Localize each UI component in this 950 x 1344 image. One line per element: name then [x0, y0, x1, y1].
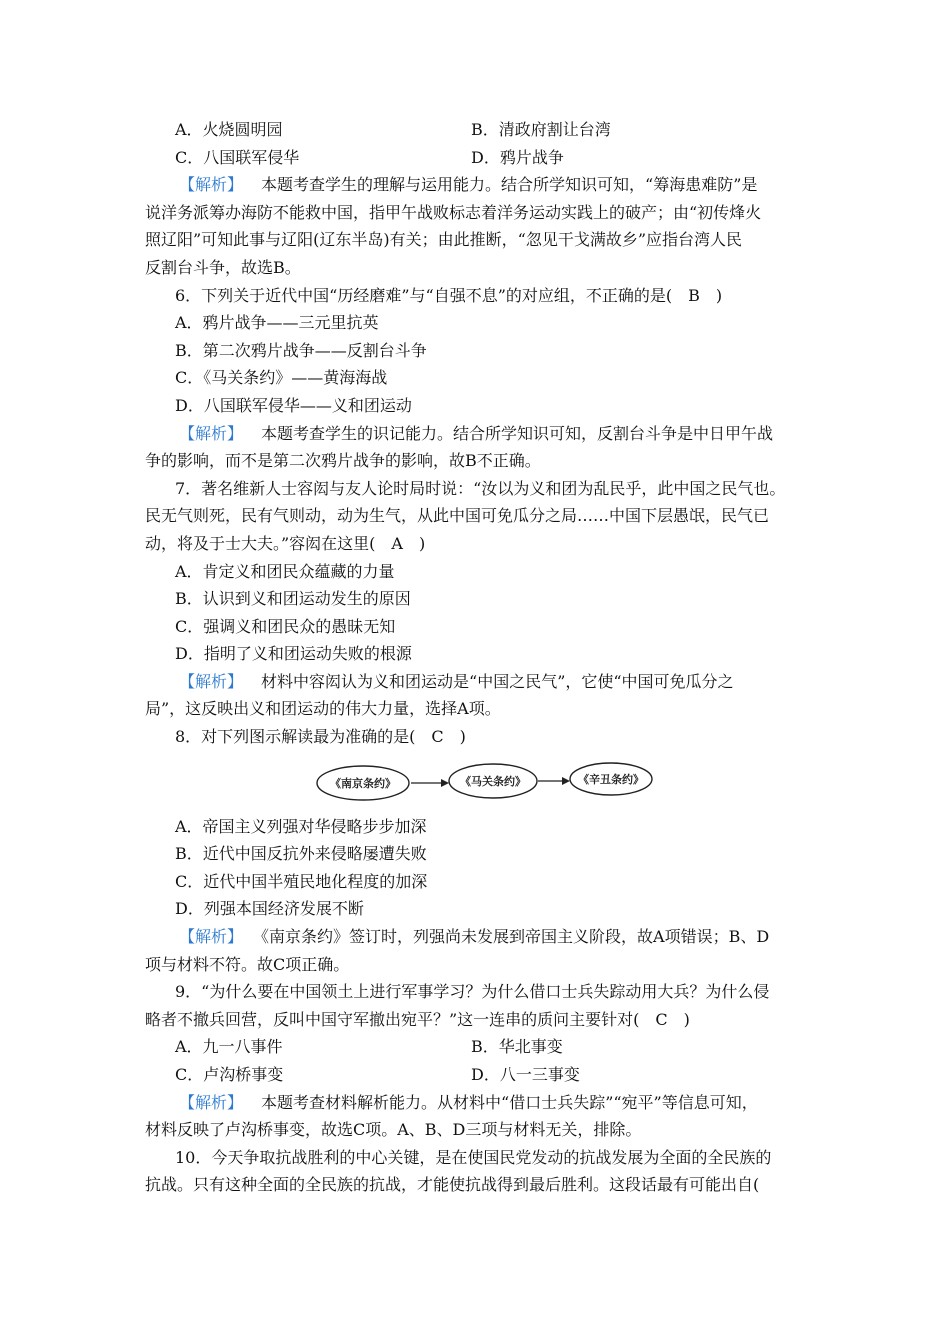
q6-jiexi-line-2: 争的影响，而不是第二次鸦片战争的影响，故B不正确。	[145, 451, 541, 471]
q7-stem-line-1: 7．著名维新人士容闳与友人论时局时说：“汝以为义和团为乱民乎，此中国之民气也。	[175, 478, 786, 498]
q8-option-a: A．帝国主义列强对华侵略步步加深	[175, 816, 427, 836]
q7-option-c: C．强调义和团民众的愚昧无知	[175, 616, 396, 636]
q5-options-row-2	[145, 144, 817, 172]
q6-jiexi-text: 本题考查学生的识记能力。结合所学知识可知，反割台斗争是中日甲午战	[261, 423, 774, 443]
treaty-label-nanjing: 《南京条约》	[330, 776, 396, 790]
q9-options-row-2	[145, 1061, 817, 1089]
q5-options-row-1	[145, 116, 817, 144]
treaty-label-xinchou: 《辛丑条约》	[578, 772, 644, 786]
treaty-flow-diagram	[145, 751, 817, 813]
q6-jiexi-line-1	[145, 420, 817, 448]
q5-jiexi-text: 本题考查学生的理解与运用能力。结合所学知识可知，“筹海患难防”是	[261, 175, 758, 195]
q6-option-a: A．鸦片战争——三元里抗英	[175, 313, 379, 333]
q8-stem: 8．对下列图示解读最为准确的是( C )	[175, 727, 466, 747]
q8-jiexi-line-2: 项与材料不符。故C项正确。	[145, 954, 350, 974]
q5-option-a: A．火烧圆明园	[175, 120, 283, 139]
q9-jiexi-tag: 【解析】	[179, 1092, 244, 1112]
document-page	[145, 116, 817, 1199]
q7-option-b: B．认识到义和团运动发生的原因	[175, 589, 411, 609]
q10-stem-line-2: 抗战。只有这种全面的全民族的抗战，才能使抗战得到最后胜利。这段话最有可能出自(	[145, 1175, 760, 1195]
q7-jiexi-line-2: 局”，这反映出义和团运动的伟大力量，选择A项。	[145, 699, 501, 719]
q5-jiexi-line-2: 说洋务派筹办海防不能救中国，指甲午战败标志着洋务运动实践上的破产；由“初传烽火	[145, 202, 762, 222]
q8-jiexi-line-1	[145, 923, 817, 951]
q7-jiexi-tag: 【解析】	[179, 671, 244, 691]
q8-option-d: D．列强本国经济发展不断	[175, 899, 364, 919]
q7-option-d: D．指明了义和团运动失败的根源	[175, 644, 412, 664]
q6-option-b: B．第二次鸦片战争——反割台斗争	[175, 340, 427, 360]
q8-option-c: C．近代中国半殖民地化程度的加深	[175, 871, 428, 891]
q5-jiexi-line-4: 反割台斗争，故选B。	[145, 257, 301, 277]
q5-jiexi-line-3: 照辽阳”可知此事与辽阳(辽东半岛)有关；由此推断，“忽见干戈满故乡”应指台湾人民	[145, 230, 743, 250]
q7-stem-line-2: 民无气则死，民有气则动，动为生气，从此中国可免瓜分之局……中国下层愚氓，民气已	[145, 506, 770, 526]
q7-jiexi-text: 材料中容闳认为义和团运动是“中国之民气”，它使“中国可免瓜分之	[261, 671, 734, 691]
q5-option-b: B．清政府割让台湾	[471, 120, 611, 139]
q5-option-d: D．鸦片战争	[471, 147, 564, 167]
flow-arrowhead-1	[441, 779, 449, 787]
q6-option-d: D．八国联军侵华——义和团运动	[175, 395, 412, 415]
q8-option-b: B．近代中国反抗外来侵略屡遭失败	[175, 844, 427, 864]
treaty-flow-svg	[315, 757, 655, 807]
q9-stem-line-1: 9．“为什么要在中国领土上进行军事学习？为什么借口士兵失踪动用大兵？为什么侵	[175, 982, 770, 1002]
q7-stem-line-3: 动，将及于士大夫。”容闳在这里( A )	[145, 533, 426, 553]
q9-jiexi-text: 本题考查材料解析能力。从材料中“借口士兵失踪”“宛平”等信息可知，	[261, 1092, 758, 1112]
q5-jiexi-tag: 【解析】	[179, 175, 244, 195]
q7-option-a: A．肯定义和团民众蕴藏的力量	[175, 561, 395, 581]
flow-arrowhead-2	[562, 777, 570, 785]
q6-stem: 6．下列关于近代中国“历经磨难”与“自强不息”的对应组，不正确的是( B )	[175, 285, 723, 305]
q9-option-d: D．八一三事变	[471, 1065, 580, 1084]
q6-jiexi-tag: 【解析】	[179, 423, 244, 443]
q8-jiexi-tag: 【解析】	[179, 927, 244, 947]
q9-jiexi-line-1	[145, 1089, 817, 1117]
q6-option-c: C．《马关条约》——黄海海战	[175, 368, 388, 388]
q9-option-a: A．九一八事件	[175, 1037, 283, 1057]
q8-jiexi-text: 《南京条约》签订时，列强尚未发展到帝国主义阶段，故A项错误；B、D	[261, 927, 770, 947]
q5-option-c: C．八国联军侵华	[175, 147, 300, 167]
q9-option-c: C．卢沟桥事变	[175, 1065, 284, 1084]
q10-stem-line-1: 10．今天争取抗战胜利的中心关键，是在使国民党发动的抗战发展为全面的全民族的	[175, 1147, 772, 1167]
q9-jiexi-line-2: 材料反映了卢沟桥事变，故选C项。A、B、D三项与材料无关，排除。	[145, 1120, 642, 1140]
q9-stem-line-2: 略者不撤兵回营，反叫中国守军撤出宛平？”这一连串的质问主要针对( C )	[145, 1009, 690, 1029]
q9-options-row-1	[145, 1033, 817, 1061]
q7-jiexi-line-1	[145, 668, 817, 696]
q9-option-b: B．华北事变	[471, 1037, 563, 1057]
q5-jiexi-line-1	[145, 171, 817, 199]
treaty-label-maguan: 《马关条约》	[460, 774, 526, 788]
